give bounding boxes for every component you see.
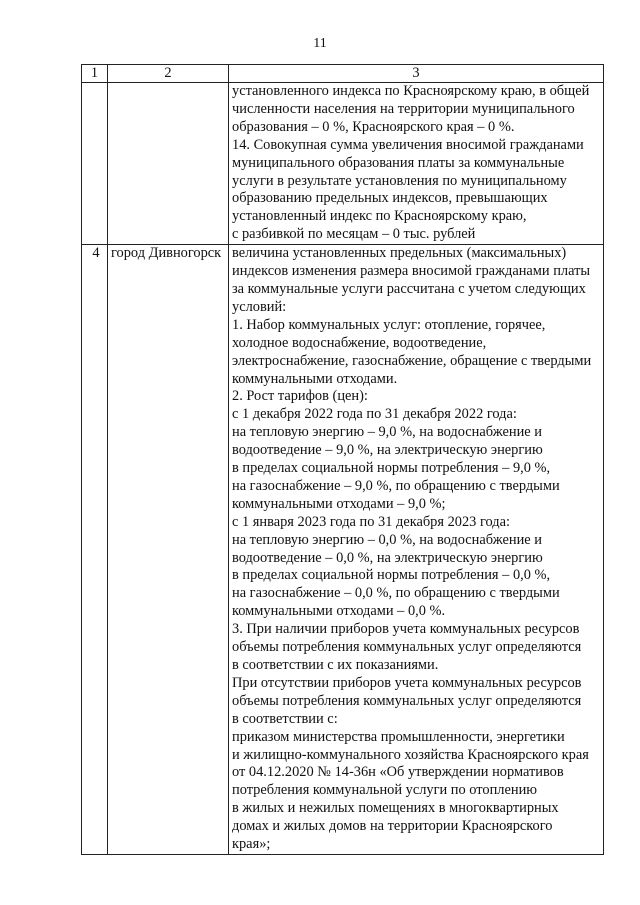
municipality-name-cell: город Дивногорск bbox=[108, 245, 229, 855]
text-line: в пределах социальной нормы потребления – 9,0 %, bbox=[232, 460, 551, 477]
text-line: края»; bbox=[232, 836, 271, 853]
text-line: и жилищно-коммунального хозяйства Красноярского края bbox=[232, 746, 589, 763]
row-number-cell: 4 bbox=[82, 245, 108, 855]
text-line: 2. Рост тарифов (цен): bbox=[232, 388, 368, 405]
text-line: от 04.12.2020 № 14-36н «Об утверждении нормативов bbox=[232, 764, 564, 781]
text-line: образованию предельных индексов, превышающих bbox=[232, 190, 548, 207]
row-number-cell bbox=[82, 83, 108, 245]
text-line: домах и жилых домов на территории Красноярского bbox=[232, 818, 553, 835]
content-cell bbox=[229, 245, 604, 855]
text-line: с 1 января 2023 года по 31 декабря 2023 года: bbox=[232, 513, 511, 530]
column-header-name: 2 bbox=[108, 65, 229, 83]
document-table bbox=[81, 64, 604, 855]
text-line: 3. При наличии приборов учета коммунальных ресурсов bbox=[232, 621, 580, 638]
table-row bbox=[82, 245, 604, 855]
text-line: 1. Набор коммунальных услуг: отопление, горячее, bbox=[232, 316, 546, 333]
text-line: водоотведение – 0,0 %, на электрическую энергию bbox=[232, 549, 543, 566]
content-cell bbox=[229, 83, 604, 245]
text-line: с 1 декабря 2022 года по 31 декабря 2022 года: bbox=[232, 406, 517, 423]
text-line: электроснабжение, газоснабжение, обращение с твердыми bbox=[232, 352, 592, 369]
column-header-number: 1 bbox=[82, 65, 108, 83]
text-line: коммунальными отходами – 0,0 %. bbox=[232, 603, 446, 620]
column-header-content: 3 bbox=[229, 65, 604, 83]
text-line: на тепловую энергию – 9,0 %, на водоснабжение и bbox=[232, 424, 542, 441]
text-line: условий: bbox=[232, 298, 287, 315]
text-line: величина установленных предельных (максимальных) bbox=[232, 245, 567, 262]
text-line: на тепловую энергию – 0,0 %, на водоснабжение и bbox=[232, 531, 542, 548]
text-line: водоотведение – 9,0 %, на электрическую энергию bbox=[232, 442, 543, 459]
municipality-name-cell bbox=[108, 83, 229, 245]
text-line: в жилых и нежилых помещениях в многоквартирных bbox=[232, 800, 559, 817]
text-line: коммунальными отходами. bbox=[232, 370, 398, 387]
text-line: в соответствии с их показаниями. bbox=[232, 657, 439, 673]
text-line: объемы потребления коммунальных услуг определяются bbox=[232, 639, 582, 656]
text-line: за коммунальные услуги рассчитана с учетом следующих bbox=[232, 280, 586, 297]
text-line: объемы потребления коммунальных услуг определяются bbox=[232, 692, 582, 709]
text-line: численности населения на территории муниципального bbox=[232, 100, 575, 117]
text-line: потребления коммунальной услуги по отоплению bbox=[232, 782, 538, 799]
text-line: индексов изменения размера вносимой гражданами платы bbox=[232, 263, 591, 280]
text-line: установленного индекса по Красноярскому краю, в общей bbox=[232, 83, 590, 99]
text-line: в соответствии с: bbox=[232, 710, 338, 727]
text-line: на газоснабжение – 9,0 %, по обращению с твердыми bbox=[232, 477, 560, 494]
page-number: 11 bbox=[313, 36, 327, 51]
text-line: холодное водоснабжение, водоотведение, bbox=[232, 334, 487, 351]
text-line: образования – 0 %, Красноярского края – 0 %. bbox=[232, 118, 515, 135]
text-line: При отсутствии приборов учета коммунальных ресурсов bbox=[232, 674, 582, 691]
text-line: муниципального образования платы за коммунальные bbox=[232, 154, 565, 171]
text-line: в пределах социальной нормы потребления – 0,0 %, bbox=[232, 567, 551, 584]
text-line: на газоснабжение – 0,0 %, по обращению с твердыми bbox=[232, 585, 560, 602]
text-line: приказом министерства промышленности, энергетики bbox=[232, 728, 565, 745]
table-row bbox=[82, 83, 604, 245]
text-line: услуги в результате установления по муниципальному bbox=[232, 172, 567, 189]
text-line: коммунальными отходами – 9,0 %; bbox=[232, 495, 446, 512]
text-line: установленный индекс по Красноярскому краю, bbox=[232, 208, 527, 225]
text-line: с разбивкой по месяцам – 0 тыс. рублей bbox=[232, 226, 476, 243]
text-line: 14. Совокупная сумма увеличения вносимой гражданами bbox=[232, 136, 584, 153]
table-header-row bbox=[82, 65, 604, 83]
